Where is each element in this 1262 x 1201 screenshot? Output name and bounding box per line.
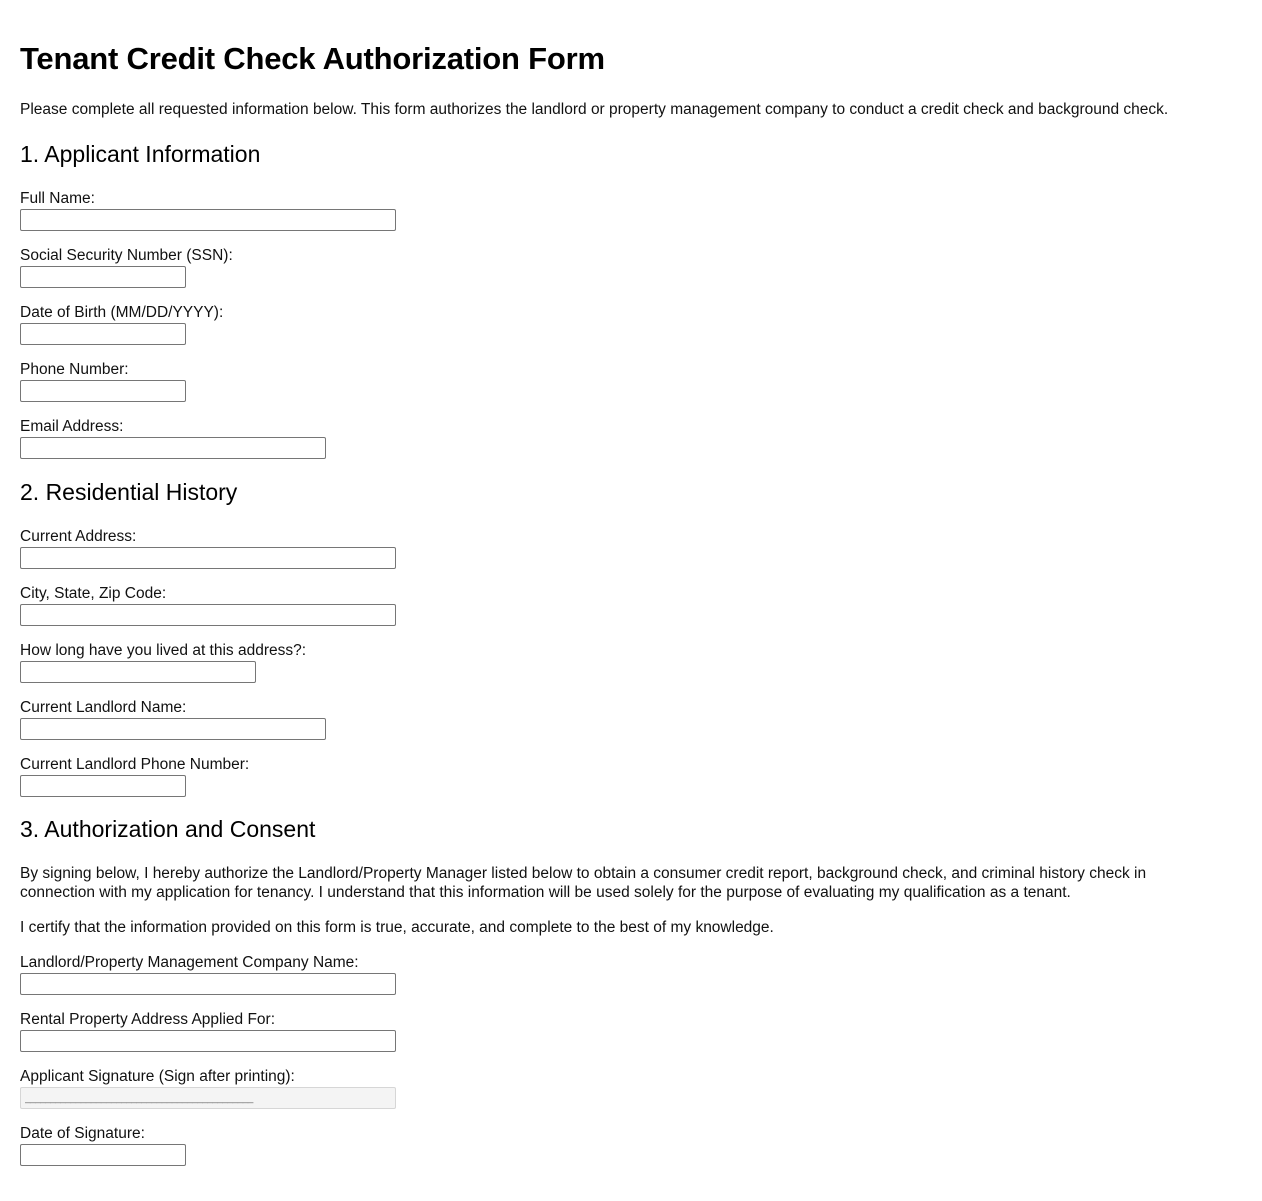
dob-field [20, 304, 223, 345]
signature-date-field [20, 1125, 186, 1166]
email-input[interactable] [20, 437, 326, 459]
intro-text: Please complete all requested information below. This form authorizes the landlord or property management company to conduct a credit check and background check. [20, 101, 1169, 118]
signature-label: Applicant Signature (Sign after printing): [20, 1068, 295, 1085]
page-title: Tenant Credit Check Authorization Form [20, 41, 605, 76]
consent-text: By signing below, I hereby authorize the Landlord/Property Manager listed below to obtain a consumer credit report, background check, and criminal history check in connection with my application for tenancy. I understand that this information will be used solely for the purpose of evaluating my qualification as a tenant. [20, 865, 1147, 901]
full-name-field [20, 190, 396, 231]
landlord-phone-field [20, 756, 249, 797]
company-name-label: Landlord/Property Management Company Name: [20, 954, 359, 971]
dob-input[interactable] [20, 323, 186, 345]
signature-input [20, 1087, 396, 1109]
phone-field [20, 361, 186, 402]
landlord-name-field [20, 699, 326, 740]
landlord-name-label: Current Landlord Name: [20, 699, 187, 716]
phone-input[interactable] [20, 380, 186, 402]
email-label: Email Address: [20, 418, 124, 435]
property-address-label: Rental Property Address Applied For: [20, 1011, 276, 1028]
section-heading-authorization-consent: 3. Authorization and Consent [20, 816, 316, 842]
section-heading-applicant-information: 1. Applicant Information [20, 141, 261, 167]
residence-duration-label: How long have you lived at this address?: [20, 642, 307, 659]
property-address-field [20, 1011, 396, 1052]
landlord-phone-label: Current Landlord Phone Number: [20, 756, 250, 773]
current-address-field [20, 528, 396, 569]
signature-field [20, 1068, 396, 1109]
company-name-field [20, 954, 396, 995]
section-heading-residential-history: 2. Residential History [20, 479, 238, 505]
dob-label: Date of Birth (MM/DD/YYYY): [20, 304, 224, 321]
residence-duration-input[interactable] [20, 661, 256, 683]
ssn-input[interactable] [20, 266, 186, 288]
property-address-input[interactable] [20, 1030, 396, 1052]
city-state-zip-field [20, 585, 396, 626]
landlord-name-input[interactable] [20, 718, 326, 740]
residence-duration-field [20, 642, 306, 683]
ssn-label: Social Security Number (SSN): [20, 247, 233, 264]
city-state-zip-input[interactable] [20, 604, 396, 626]
phone-label: Phone Number: [20, 361, 129, 378]
certify-text: I certify that the information provided on this form is true, accurate, and complete to the best of my knowledge. [20, 919, 774, 936]
current-address-input[interactable] [20, 547, 396, 569]
landlord-phone-input[interactable] [20, 775, 186, 797]
ssn-field [20, 247, 233, 288]
full-name-input[interactable] [20, 209, 396, 231]
signature-date-input[interactable] [20, 1144, 186, 1166]
city-state-zip-label: City, State, Zip Code: [20, 585, 167, 602]
full-name-label: Full Name: [20, 190, 95, 207]
company-name-input[interactable] [20, 973, 396, 995]
email-field [20, 418, 326, 459]
current-address-label: Current Address: [20, 528, 137, 545]
signature-date-label: Date of Signature: [20, 1125, 145, 1142]
